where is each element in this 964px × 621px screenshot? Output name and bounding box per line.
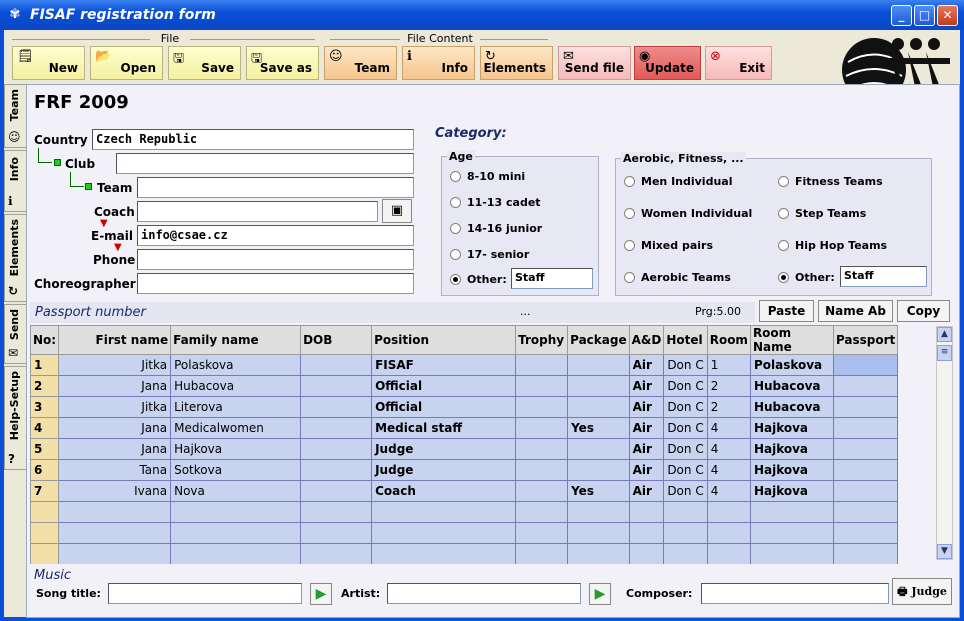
table-cell[interactable] — [372, 523, 516, 544]
judge-button[interactable] — [892, 578, 952, 605]
table-cell[interactable] — [301, 376, 372, 397]
choreographer-field[interactable] — [137, 273, 414, 294]
mail-icon: ✉ — [563, 49, 574, 64]
age-radio-cadet[interactable] — [450, 196, 541, 209]
save-as-button[interactable] — [246, 46, 319, 80]
table-cell[interactable] — [59, 523, 171, 544]
tab-label: Team — [8, 89, 21, 122]
table-cell[interactable] — [833, 376, 897, 397]
team-field[interactable] — [137, 177, 414, 198]
table-cell[interactable]: 4 — [707, 418, 750, 439]
scroll-up-button[interactable]: ▲ — [937, 327, 952, 342]
table-row[interactable] — [31, 355, 898, 376]
table-row[interactable] — [31, 439, 898, 460]
radio-hip-hop-teams[interactable] — [778, 239, 887, 252]
table-cell[interactable]: Hubacova — [750, 397, 833, 418]
table-cell[interactable] — [833, 355, 897, 376]
table-cell[interactable]: 5 — [31, 439, 59, 460]
table-cell[interactable]: Hajkova — [750, 481, 833, 502]
table-cell[interactable] — [707, 502, 750, 523]
age-radio-senior[interactable] — [450, 248, 529, 261]
table-cell[interactable]: 2 — [31, 376, 59, 397]
phone-field[interactable] — [137, 249, 414, 270]
table-cell[interactable] — [516, 502, 568, 523]
table-cell[interactable]: Don C — [664, 460, 707, 481]
new-button[interactable] — [12, 46, 85, 80]
composer-field[interactable] — [701, 583, 889, 604]
table-cell[interactable]: 6 — [31, 460, 59, 481]
table-row[interactable] — [31, 544, 898, 565]
tab-help-setup[interactable] — [4, 366, 26, 470]
table-cell[interactable] — [629, 502, 664, 523]
table-cell[interactable]: 4 — [707, 481, 750, 502]
choreographer-label: Choreographer — [34, 277, 136, 291]
table-cell[interactable]: Don C — [664, 439, 707, 460]
table-cell[interactable]: 7 — [31, 481, 59, 502]
song-title-field[interactable] — [108, 583, 302, 604]
artist-label: Artist: — [341, 587, 381, 600]
table-cell[interactable]: Don C — [664, 376, 707, 397]
col-header[interactable]: A&D — [629, 326, 664, 355]
team-button[interactable] — [324, 46, 397, 80]
table-cell[interactable] — [833, 481, 897, 502]
song-title-label: Song title: — [36, 587, 101, 600]
open-button[interactable] — [90, 46, 163, 80]
radio-label: Aerobic Teams — [641, 271, 731, 284]
table-cell[interactable]: Judge — [372, 460, 516, 481]
table-cell[interactable] — [568, 439, 630, 460]
table-scrollbar[interactable] — [936, 326, 953, 560]
col-header[interactable]: Family name — [171, 326, 301, 355]
table-cell[interactable] — [516, 523, 568, 544]
copy-button[interactable]: Copy — [897, 300, 950, 322]
table-cell[interactable] — [629, 523, 664, 544]
phone-label: Phone — [93, 253, 136, 267]
radio-men-individual[interactable] — [624, 175, 732, 188]
col-header[interactable]: Trophy — [516, 326, 568, 355]
table-cell[interactable] — [516, 376, 568, 397]
table-cell[interactable] — [301, 397, 372, 418]
table-cell[interactable]: Judge — [372, 439, 516, 460]
table-cell[interactable] — [59, 502, 171, 523]
table-cell[interactable] — [833, 544, 897, 565]
exit-button[interactable] — [705, 46, 772, 80]
table-cell[interactable]: Don C — [664, 418, 707, 439]
divider — [190, 39, 315, 40]
table-cell[interactable]: Polaskova — [171, 355, 301, 376]
table-cell[interactable]: Air — [629, 355, 664, 376]
aerobic-other-field[interactable]: Staff — [840, 266, 927, 287]
radio-step-teams[interactable] — [778, 207, 866, 220]
age-radio-other[interactable] — [450, 273, 507, 286]
table-cell[interactable] — [516, 460, 568, 481]
table-row[interactable] — [31, 397, 898, 418]
col-header[interactable]: DOB — [301, 326, 372, 355]
col-header[interactable]: Position — [372, 326, 516, 355]
save-as-icon: 🖫 — [251, 51, 263, 66]
radio-label: Women Individual — [641, 207, 753, 220]
arrow-down-icon: ▼ — [114, 242, 122, 253]
radio-aerobic-teams[interactable] — [624, 271, 731, 284]
table-cell[interactable] — [833, 439, 897, 460]
radio-women-individual[interactable] — [624, 207, 752, 220]
team-icon: ☺ — [329, 49, 343, 64]
radio-dot — [450, 249, 461, 260]
table-cell[interactable]: Hubacova — [171, 376, 301, 397]
divider — [330, 39, 400, 40]
table-cell[interactable] — [372, 544, 516, 565]
button-label: Elements — [483, 61, 546, 75]
radio-dot — [450, 197, 461, 208]
table-cell[interactable] — [31, 523, 59, 544]
table-cell[interactable] — [568, 355, 630, 376]
radio-dot — [624, 208, 635, 219]
email-field[interactable]: info@csae.cz — [137, 225, 414, 246]
table-cell[interactable]: Hajkova — [750, 439, 833, 460]
table-cell[interactable]: 4 — [31, 418, 59, 439]
table-cell[interactable] — [750, 544, 833, 565]
table-cell[interactable] — [31, 502, 59, 523]
col-header[interactable]: Hotel — [664, 326, 707, 355]
table-cell[interactable]: 1 — [31, 355, 59, 376]
col-header[interactable]: First name — [59, 326, 171, 355]
team-label: Team — [97, 181, 133, 195]
name-ab-button[interactable]: Name Ab — [818, 300, 893, 322]
table-cell[interactable]: Literova — [171, 397, 301, 418]
table-cell[interactable]: 2 — [707, 397, 750, 418]
exit-icon: ⊗ — [710, 49, 721, 64]
table-cell[interactable] — [171, 544, 301, 565]
radio-dot — [450, 223, 461, 234]
club-label: Club — [65, 157, 96, 171]
table-cell[interactable] — [301, 502, 372, 523]
table-cell[interactable]: Tana — [59, 460, 171, 481]
table-cell[interactable]: Medical staff — [372, 418, 516, 439]
table-cell[interactable]: FISAF — [372, 355, 516, 376]
minimize-button[interactable]: _ — [891, 5, 912, 26]
col-header[interactable]: Passport — [833, 326, 897, 355]
radio-label: Other: — [795, 271, 835, 284]
table-cell[interactable]: Hubacova — [750, 376, 833, 397]
divider — [12, 39, 150, 40]
table-cell[interactable]: Don C — [664, 481, 707, 502]
coach-picker-button[interactable] — [382, 199, 412, 223]
col-header[interactable]: Room — [707, 326, 750, 355]
table-cell[interactable] — [516, 439, 568, 460]
table-cell[interactable]: Sotkova — [171, 460, 301, 481]
table-cell[interactable]: Don C — [664, 397, 707, 418]
globe-icon: ◉ — [639, 49, 651, 64]
radio-label: 8-10 mini — [467, 170, 526, 183]
table-cell[interactable] — [833, 502, 897, 523]
table-row[interactable] — [31, 502, 898, 523]
button-label: New — [48, 61, 78, 75]
radio-fitness-teams[interactable] — [778, 175, 883, 188]
help-icon: ? — [8, 452, 15, 466]
send-file-button[interactable] — [558, 46, 631, 80]
table-cell[interactable] — [664, 502, 707, 523]
table-cell[interactable] — [171, 502, 301, 523]
radio-dot — [778, 272, 789, 283]
coach-field[interactable] — [137, 201, 378, 222]
table-cell[interactable] — [516, 544, 568, 565]
tab-label: Info — [8, 157, 21, 182]
radio-dot — [450, 171, 461, 182]
group-file-label: File — [160, 32, 180, 45]
printer-icon: 🖶 — [897, 585, 908, 598]
group-content-label: File Content — [407, 32, 473, 45]
radio-label: 17- senior — [467, 248, 530, 261]
radio-aerobic-other[interactable] — [778, 271, 835, 284]
table-row[interactable] — [31, 376, 898, 397]
elements-icon: ↻ — [485, 49, 496, 64]
table-cell[interactable] — [833, 418, 897, 439]
col-header[interactable]: Package — [568, 326, 630, 355]
table-cell[interactable] — [707, 523, 750, 544]
col-header[interactable]: No: — [31, 326, 59, 355]
radio-dot — [624, 176, 635, 187]
col-header[interactable]: Room Name — [750, 326, 833, 355]
info-icon: ℹ — [407, 49, 412, 64]
button-label: Send file — [564, 61, 624, 75]
table-row[interactable] — [31, 523, 898, 544]
coach-label: Coach — [94, 205, 135, 219]
table-cell[interactable]: Coach — [372, 481, 516, 502]
table-cell[interactable] — [301, 544, 372, 565]
save-button[interactable] — [168, 46, 241, 80]
table-cell[interactable]: Ivana — [59, 481, 171, 502]
radio-mixed-pairs[interactable] — [624, 239, 713, 252]
table-cell[interactable]: Jana — [59, 418, 171, 439]
table-cell[interactable]: Jana — [59, 439, 171, 460]
passport-label: Passport number — [35, 305, 146, 320]
table-cell[interactable] — [568, 460, 630, 481]
table-cell[interactable] — [664, 523, 707, 544]
table-cell[interactable] — [629, 544, 664, 565]
paste-button[interactable]: Paste — [759, 300, 814, 322]
age-title: Age — [449, 150, 473, 163]
table-cell[interactable]: Air — [629, 460, 664, 481]
table-cell[interactable]: Jitka — [59, 397, 171, 418]
radio-label: Mixed pairs — [641, 239, 714, 252]
table-cell[interactable] — [664, 544, 707, 565]
music-title: Music — [34, 568, 71, 583]
scroll-thumb[interactable]: ≡ — [937, 345, 952, 361]
button-label: Team — [354, 61, 390, 75]
tab-elements[interactable] — [4, 214, 26, 302]
button-label: Update — [645, 61, 694, 75]
table-row[interactable] — [31, 418, 898, 439]
close-button[interactable]: ✕ — [937, 5, 958, 26]
radio-label: Other: — [467, 273, 507, 286]
radio-label: 11-13 cadet — [467, 196, 541, 209]
tab-info[interactable] — [4, 150, 26, 212]
arrow-down-icon: ▼ — [100, 218, 108, 229]
table-cell[interactable]: Yes — [568, 418, 630, 439]
tab-send[interactable] — [4, 304, 26, 364]
table-cell[interactable] — [707, 544, 750, 565]
table-cell[interactable] — [516, 418, 568, 439]
table-cell[interactable] — [568, 376, 630, 397]
artist-play-button[interactable] — [589, 583, 611, 605]
table-cell[interactable] — [301, 460, 372, 481]
age-radio-junior[interactable] — [450, 222, 542, 235]
table-cell[interactable]: Medicalwomen — [171, 418, 301, 439]
radio-label: Hip Hop Teams — [795, 239, 888, 252]
scroll-down-button[interactable]: ▼ — [937, 544, 952, 559]
table-cell[interactable]: Yes — [568, 481, 630, 502]
info-icon: ℹ — [8, 194, 13, 208]
elements-button[interactable] — [480, 46, 553, 80]
update-button[interactable] — [634, 46, 701, 80]
play-icon: ▶ — [594, 586, 606, 602]
table-cell[interactable]: 4 — [707, 460, 750, 481]
table-cell[interactable]: 4 — [707, 439, 750, 460]
passport-dots: ... — [520, 305, 531, 318]
tab-label: Help-Setup — [8, 371, 21, 441]
new-doc-icon: 🗒 — [17, 49, 34, 64]
table-cell[interactable]: Air — [629, 397, 664, 418]
table-cell[interactable]: Air — [629, 481, 664, 502]
radio-dot — [450, 274, 461, 285]
table-cell[interactable] — [568, 544, 630, 565]
radio-label: 14-16 junior — [467, 222, 543, 235]
table-cell[interactable] — [372, 502, 516, 523]
composer-label: Composer: — [626, 587, 693, 600]
radio-label: Men Individual — [641, 175, 733, 188]
folder-icon: 📂 — [95, 49, 112, 64]
tab-team[interactable] — [4, 84, 26, 148]
country-label: Country — [34, 133, 88, 147]
table-row[interactable] — [31, 481, 898, 502]
title-bar — [0, 0, 964, 30]
button-label: Save as — [259, 61, 312, 75]
table-cell[interactable] — [568, 397, 630, 418]
table-cell[interactable] — [568, 523, 630, 544]
radio-dot — [778, 176, 789, 187]
table-cell[interactable]: Hajkova — [171, 439, 301, 460]
radio-label: Step Teams — [795, 207, 867, 220]
table-cell[interactable] — [750, 502, 833, 523]
play-icon: ▶ — [315, 586, 327, 602]
table-cell[interactable]: Official — [372, 397, 516, 418]
table-cell[interactable] — [516, 397, 568, 418]
club-field[interactable] — [116, 153, 414, 174]
email-label: E-mail — [91, 229, 134, 243]
picker-icon: ▣ — [390, 203, 404, 218]
song-play-button[interactable] — [310, 583, 332, 605]
table-cell[interactable]: Hajkova — [750, 418, 833, 439]
table-cell[interactable]: Jitka — [59, 355, 171, 376]
artist-field[interactable] — [387, 583, 581, 604]
table-cell[interactable] — [171, 523, 301, 544]
tree-connector — [70, 172, 84, 187]
program-version: Prg:5.00 — [695, 305, 741, 318]
app-icon: ✾ — [9, 7, 21, 22]
table-cell[interactable] — [516, 481, 568, 502]
radio-dot — [778, 208, 789, 219]
button-label: Info — [441, 61, 468, 75]
radio-dot — [624, 272, 635, 283]
table-cell[interactable] — [59, 544, 171, 565]
maximize-button[interactable]: □ — [914, 5, 935, 26]
button-label: Exit — [739, 61, 765, 75]
table-cell[interactable] — [750, 523, 833, 544]
save-icon: 🖫 — [173, 51, 185, 66]
tree-node-icon — [85, 183, 92, 190]
table-cell[interactable]: Nova — [171, 481, 301, 502]
tab-label: Send — [8, 309, 21, 341]
table-cell[interactable] — [833, 460, 897, 481]
participants-table — [30, 325, 898, 565]
mail-icon: ✉ — [8, 346, 19, 360]
table-cell[interactable]: 1 — [707, 355, 750, 376]
age-other-field[interactable]: Staff — [511, 268, 593, 289]
table-cell[interactable] — [516, 355, 568, 376]
table-cell[interactable]: Air — [629, 418, 664, 439]
info-button[interactable] — [402, 46, 475, 80]
table-cell[interactable] — [301, 523, 372, 544]
table-cell[interactable] — [301, 355, 372, 376]
divider — [480, 39, 548, 40]
table-cell[interactable]: Air — [629, 376, 664, 397]
tree-node-icon — [54, 159, 61, 166]
table-cell[interactable] — [568, 502, 630, 523]
button-label: Save — [201, 61, 234, 75]
radio-dot — [778, 240, 789, 251]
aerobic-title: Aerobic, Fitness, ... — [623, 152, 744, 165]
table-cell[interactable]: Official — [372, 376, 516, 397]
category-title: Category: — [435, 126, 507, 141]
table-cell[interactable]: 2 — [707, 376, 750, 397]
table-cell[interactable]: Jana — [59, 376, 171, 397]
elements-icon: ↻ — [8, 284, 19, 298]
button-label: Open — [120, 61, 156, 75]
tree-connector — [38, 148, 52, 163]
page-title: FRF 2009 — [34, 92, 129, 113]
country-field[interactable]: Czech Republic — [92, 129, 414, 150]
table-cell[interactable] — [833, 523, 897, 544]
table-cell[interactable]: Polaskova — [750, 355, 833, 376]
table-cell[interactable]: Air — [629, 439, 664, 460]
age-radio-mini[interactable] — [450, 170, 525, 183]
table-cell[interactable]: 3 — [31, 397, 59, 418]
table-cell[interactable] — [301, 481, 372, 502]
tab-label: Elements — [8, 219, 21, 277]
table-row[interactable] — [31, 460, 898, 481]
table-cell[interactable] — [833, 397, 897, 418]
team-icon: ☺ — [8, 130, 21, 144]
radio-label: Fitness Teams — [795, 175, 883, 188]
table-header-row — [31, 326, 898, 355]
button-label: Judge — [911, 585, 947, 598]
table-cell[interactable] — [301, 418, 372, 439]
table-cell[interactable] — [301, 439, 372, 460]
radio-dot — [624, 240, 635, 251]
table-cell[interactable]: Hajkova — [750, 460, 833, 481]
table-cell[interactable] — [31, 544, 59, 565]
window-title: FISAF registration form — [30, 7, 216, 23]
table-cell[interactable]: Don C — [664, 355, 707, 376]
